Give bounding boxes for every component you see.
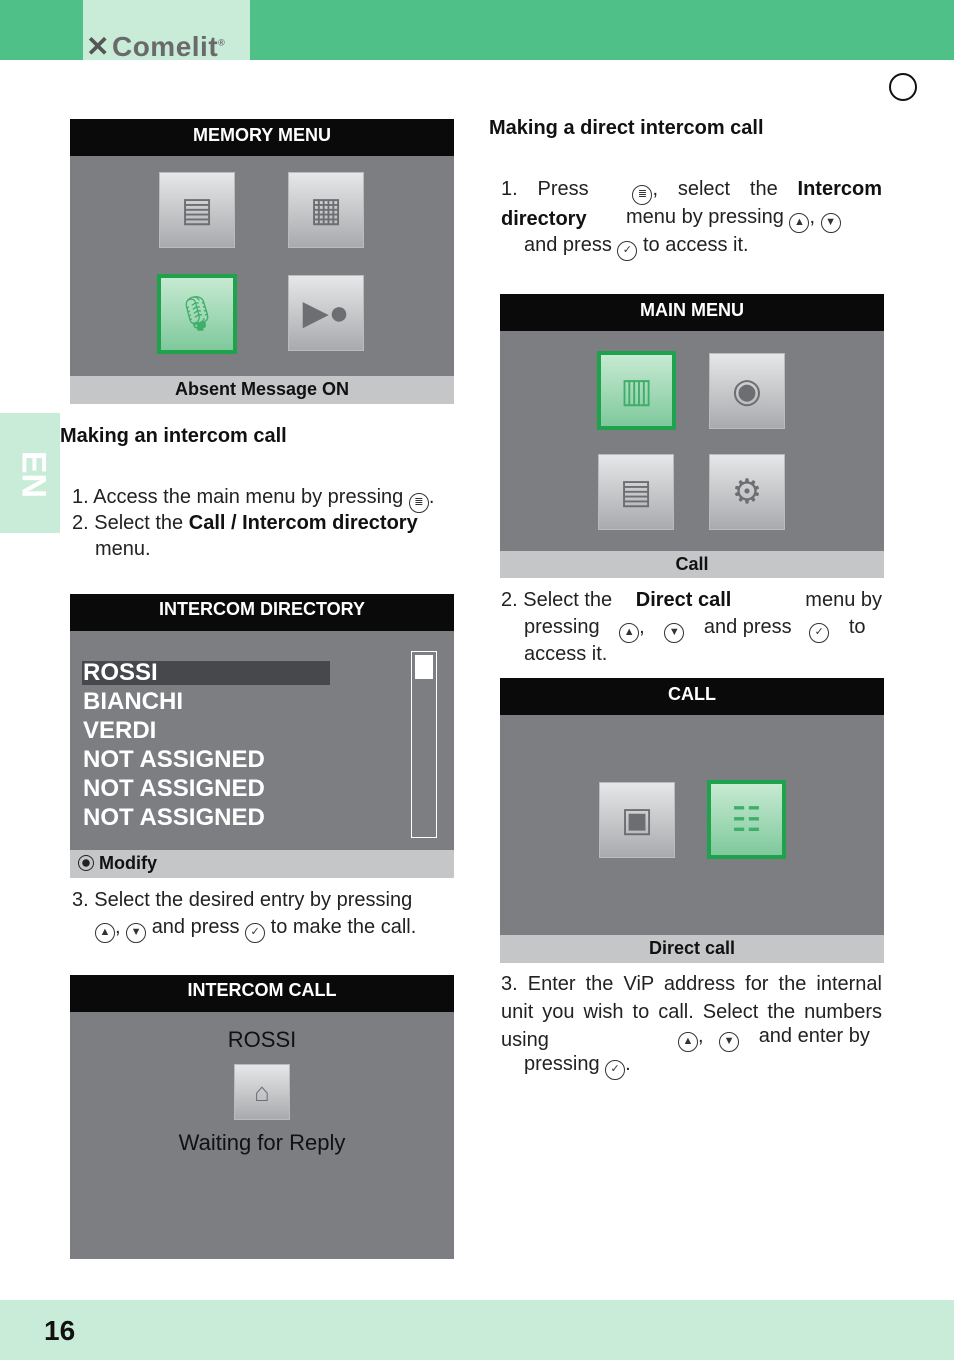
- call-contact-name: ROSSI: [227, 1027, 297, 1052]
- eye-icon[interactable]: ◉: [709, 353, 785, 429]
- directory-entry[interactable]: NOT ASSIGNED: [83, 775, 265, 802]
- confirm-check-icon: ✓: [809, 623, 829, 643]
- down-arrow-icon: ▼: [126, 923, 146, 943]
- right-step-1-line2b: menu by pressing ▲ , ▼: [626, 203, 884, 233]
- right-step-2-line3: access it.: [524, 643, 608, 665]
- logo-x-icon: ✕: [86, 31, 110, 62]
- memory-menu-screen: [70, 119, 454, 404]
- directory-entry[interactable]: BIANCHI: [83, 688, 183, 715]
- left-step-2: 2. Select the Call / Intercom directory: [72, 512, 418, 534]
- directory-entry[interactable]: VERDI: [83, 717, 157, 744]
- keypad-hand-icon[interactable]: ☷: [707, 780, 786, 859]
- directory-entry[interactable]: NOT ASSIGNED: [83, 746, 265, 773]
- microphone-icon[interactable]: 🎙: [157, 274, 237, 354]
- intercom-directory-footer: [70, 850, 454, 878]
- monitor-icon[interactable]: ▣: [599, 782, 675, 858]
- main-menu-title: MAIN MENU: [500, 294, 884, 331]
- direct-call-heading: Making a direct intercom call: [489, 117, 764, 139]
- left-step-1: 1. Access the main menu by pressing ≣ .: [72, 483, 456, 513]
- scrollbar-thumb[interactable]: [415, 655, 433, 679]
- down-arrow-icon: ▼: [821, 213, 841, 233]
- up-arrow-icon: ▲: [95, 923, 115, 943]
- intercom-call-title: INTERCOM CALL: [70, 975, 454, 1012]
- grid-icon[interactable]: ▦: [288, 172, 364, 248]
- call-screen: [500, 678, 884, 963]
- left-step-3-line2: ▲ , ▼ and press ✓ to make the call.: [95, 913, 455, 943]
- brand-logo: ✕Comelit®: [86, 31, 226, 62]
- bottom-bar: [0, 1300, 954, 1360]
- intercom-directory-screen: [70, 594, 454, 878]
- confirm-check-icon: ✓: [605, 1060, 625, 1080]
- main-menu-screen: [500, 294, 884, 578]
- right-step-2-line2: pressing ▲ , ▼ and press ✓ to: [524, 613, 884, 643]
- up-arrow-icon: ▲: [619, 623, 639, 643]
- menu-button-icon: ≣: [409, 493, 429, 513]
- up-arrow-icon: ▲: [789, 213, 809, 233]
- right-step-3-line3: ▲ , ▼ and enter by: [678, 1022, 884, 1052]
- memory-menu-title: MEMORY MENU: [70, 119, 454, 156]
- right-step-2-end: menu by: [805, 589, 882, 611]
- call-status: Waiting for Reply: [178, 1130, 346, 1155]
- film-icon[interactable]: ▤: [598, 454, 674, 530]
- directory-entry[interactable]: NOT ASSIGNED: [83, 804, 265, 831]
- settings-gear-icon[interactable]: ⚙: [709, 454, 785, 530]
- down-arrow-icon: ▼: [719, 1032, 739, 1052]
- right-step-2: 2. Select the Direct call: [501, 589, 732, 611]
- directory-book-icon[interactable]: ▥: [597, 351, 676, 430]
- call-menu-title: CALL: [500, 678, 884, 715]
- intercom-call-heading: Making an intercom call: [60, 425, 287, 447]
- directory-list: [83, 658, 383, 832]
- intercom-call-screen: [70, 975, 454, 1259]
- confirm-check-icon: ✓: [617, 241, 637, 261]
- page-number: 16: [44, 1315, 76, 1346]
- intercom-house-icon: ⌂: [234, 1064, 290, 1120]
- modify-button-icon: [78, 855, 94, 871]
- modify-label: Modify: [99, 853, 158, 873]
- right-step-1-line3: and press ✓ to access it.: [524, 231, 884, 261]
- memory-menu-footer: Absent Message ON: [70, 376, 454, 404]
- right-step-1: 1. Press ≣ , select the Intercom directory: [501, 178, 882, 230]
- main-menu-footer: Call: [500, 551, 884, 578]
- directory-scrollbar[interactable]: [411, 651, 437, 838]
- right-step-3-line4: pressing ✓ .: [524, 1050, 631, 1080]
- up-arrow-icon: ▲: [678, 1032, 698, 1052]
- film-icon[interactable]: ▤: [159, 172, 235, 248]
- right-step-3: 3. Enter the ViP address for the internal unit you wish to call. Select the numbers using: [501, 973, 882, 1051]
- menu-button-icon: ≣: [632, 185, 652, 205]
- confirm-check-icon: ✓: [245, 923, 265, 943]
- left-step-2-tail: menu.: [95, 538, 151, 560]
- record-icon[interactable]: ▶●: [288, 275, 364, 351]
- directory-entry[interactable]: ROSSI: [83, 659, 158, 686]
- down-arrow-icon: ▼: [664, 623, 684, 643]
- left-step-3: 3. Select the desired entry by pressing: [72, 889, 413, 911]
- circle-mark-icon: [889, 73, 917, 101]
- call-menu-footer: Direct call: [500, 935, 884, 963]
- intercom-directory-title: INTERCOM DIRECTORY: [70, 594, 454, 631]
- language-tab-label: EN: [14, 450, 53, 499]
